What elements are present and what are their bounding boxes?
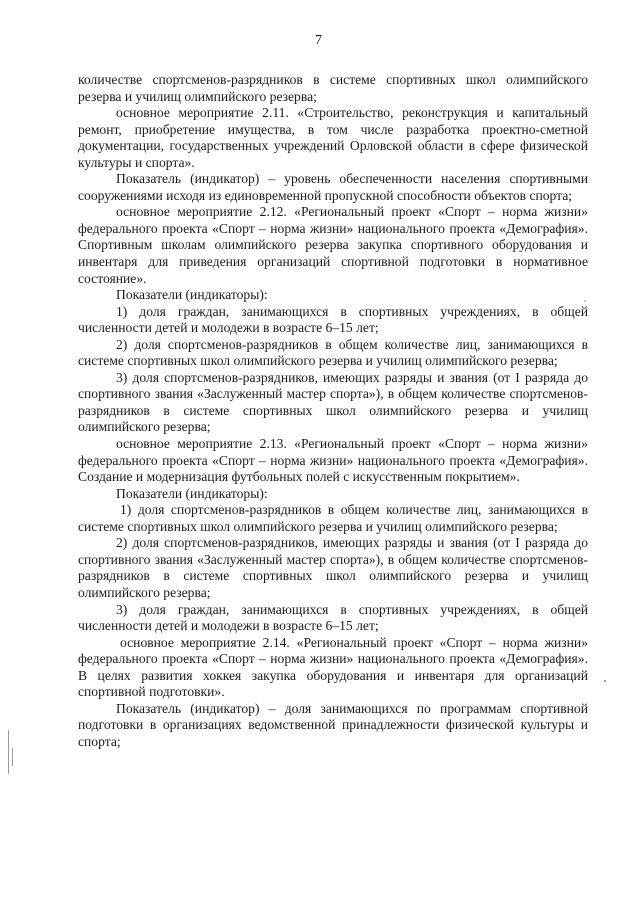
paragraph-indicator-item: 1) доля граждан, занимающихся в спортивных учреждениях, в общей численности детей и молодежи в возрасте 6–15 лет; — [78, 303, 588, 336]
paragraph-continuation: количестве спортсменов-разрядников в системе спортивных школ олимпийского резерва и училищ олимпийского резерва; — [78, 72, 588, 104]
paragraph-indicator-item: 3) доля граждан, занимающихся в спортивных учреждениях, в общей численности детей и молодежи в возрасте 6–15 лет; — [78, 601, 588, 634]
scan-speck — [604, 680, 606, 682]
paragraph-measure-2-12: основное мероприятие 2.12. «Региональный проект «Спорт – норма жизни» федерального проекта «Спорт – норма жизни» национального проекта «Демография». Спортивным школам олимпийского резерва закупка спортивного оборудования и инвентаря для приведения организаций спортивной подготовки в нормативное состояние». — [78, 204, 588, 286]
paragraph-indicator-item: 2) доля спортсменов-разрядников в общем количестве лиц, занимающихся в системе спортивных школ олимпийского резерва и училищ олимпийского резерва; — [78, 336, 588, 369]
scan-speck — [584, 300, 586, 302]
paragraph-indicator-item: 3) доля спортсменов-разрядников, имеющих разряды и звания (от I разряда до спортивного звания «Заслуженный мастер спорта»), в общем количестве спортсменов-разрядников в системе спортивных школ олимпийского резерва и училищ олимпийского резерва; — [78, 369, 588, 435]
paragraph-indicator-item: 2) доля спортсменов-разрядников, имеющих разряды и звания (от I разряда до спортивного звания «Заслуженный мастер спорта»), в общем количестве спортсменов-разрядников в системе спортивных школ олимпийского резерва и училищ олимпийского резерва; — [78, 535, 588, 600]
paragraph-indicator-2-14: Показатель (индикатор) – доля занимающихся по программам спортивной подготовки в организациях ведомственной принадлежности физической культуры и спорта; — [78, 700, 588, 749]
paragraph-indicators-heading: Показатели (индикаторы): — [116, 485, 268, 501]
paragraph-measure-2-11: основное мероприятие 2.11. «Строительство, реконструкция и капитальный ремонт, приобретение имущества, в том числе разработка проектно-сметной документации, государственных учреждений Орловской области в сфере физической культуры и спорта». — [78, 105, 588, 170]
paragraph-measure-2-13: основное мероприятие 2.13. «Региональный проект «Спорт – норма жизни» федерального проекта «Спорт – норма жизни» национального проекта «Демография». Создание и модернизация футбольных полей с искусственным покрытием». — [78, 436, 588, 485]
document-body — [78, 72, 588, 750]
paragraph-indicator-2-11: Показатель (индикатор) – уровень обеспеченности населения спортивными сооружениями исходя из единовременной пропускной способности объектов спорта; — [78, 171, 588, 203]
paragraph-indicator-item: 1) доля спортсменов-разрядников в общем количестве лиц, занимающихся в системе спортивных школ олимпийского резерва и училищ олимпийского резерва; — [78, 502, 588, 534]
paragraph-indicators-heading: Показатели (индикаторы): — [116, 287, 268, 303]
scan-margin-mark — [8, 730, 9, 774]
paragraph-measure-2-14: основное мероприятие 2.14. «Региональный проект «Спорт – норма жизни» федерального проекта «Спорт – норма жизни» национального проекта «Демография». В целях развития хоккея закупка оборудования и инвентаря для организаций спортивной подготовки». — [78, 634, 588, 700]
page-number: 7 — [315, 33, 322, 48]
scan-margin-mark — [12, 748, 13, 766]
